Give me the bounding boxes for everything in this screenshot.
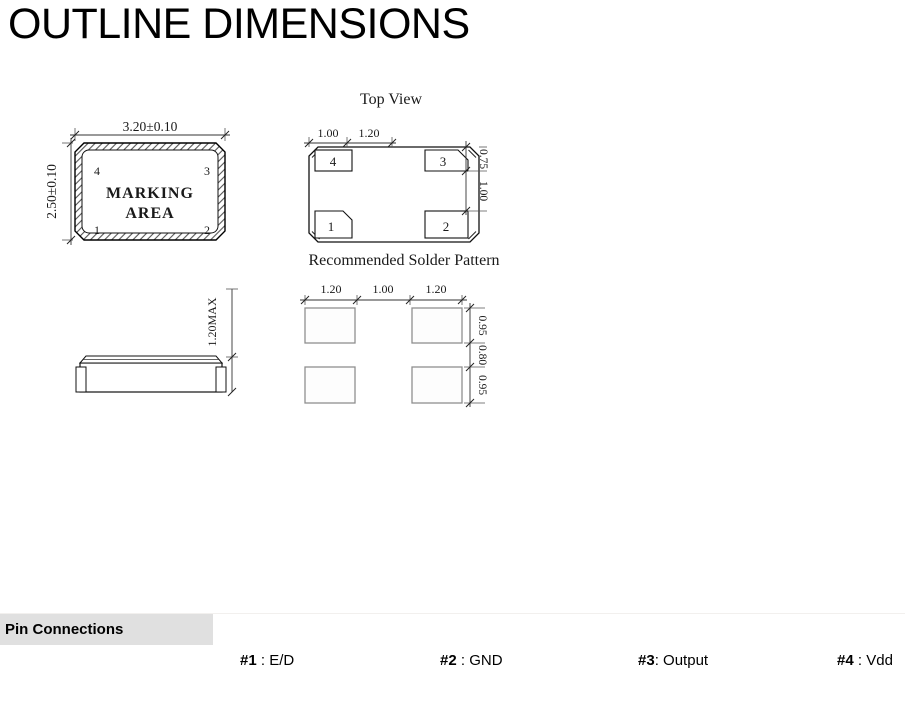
solder-pattern-title: Recommended Solder Pattern <box>308 252 500 269</box>
marking-view-drawing <box>40 110 250 250</box>
marking-area-line1: MARKING <box>106 185 194 202</box>
pin-number-4: 4 <box>94 164 100 178</box>
pin-1-function: E/D <box>269 652 295 669</box>
top-view-pad-3-number: 3 <box>439 154 447 169</box>
page-title: OUTLINE DIMENSIONS <box>8 0 470 48</box>
side-view-left-castellation <box>76 367 86 392</box>
pin-2-id: #2 <box>440 652 457 669</box>
top-view-pad-3 <box>425 150 468 171</box>
dim-max-height: 1.20MAX <box>205 297 219 347</box>
pin-4-id: #4 <box>837 652 854 669</box>
dim-row-gap: 0.80 <box>476 344 488 366</box>
dim-pad-width: 1.00 <box>317 126 339 140</box>
pin-number-1: 1 <box>94 223 100 237</box>
solder-pad-top-right <box>412 308 462 343</box>
marking-area-line2: AREA <box>125 205 175 222</box>
pin-connections-header-cell <box>0 614 213 645</box>
pin-4-function: Vdd <box>866 652 893 669</box>
pin-4-sep: : <box>853 652 867 669</box>
side-view-body <box>80 363 222 392</box>
pin-4-connection <box>812 614 893 707</box>
dim-pad-height: 0.75 <box>477 148 489 170</box>
solder-pad-bottom-right <box>412 367 462 403</box>
pin-1-connection <box>215 614 294 707</box>
pin-2-connection <box>415 614 503 707</box>
pin-3-function: Output <box>663 652 709 669</box>
solder-pad-top-left <box>305 308 355 343</box>
pin-1-sep: : <box>256 652 270 669</box>
top-view-drawing <box>290 85 510 245</box>
dim-left-pad-width: 1.20 <box>320 282 342 296</box>
dim-pad-pitch: 1.20 <box>358 126 380 140</box>
pin-number-2: 2 <box>204 223 210 237</box>
dim-top-pad-height: 0.95 <box>476 315 488 336</box>
dim-package-width: 3.20±0.10 <box>122 119 178 134</box>
pin-number-3: 3 <box>204 164 210 178</box>
pin-2-function: GND <box>469 652 503 669</box>
solder-pattern-drawing <box>290 245 510 415</box>
top-view-title: Top View <box>359 91 423 108</box>
dim-vertical-gap: 1.00 <box>477 180 489 202</box>
pin-3-sep: : <box>654 652 664 669</box>
pin-1-id: #1 <box>240 652 257 669</box>
pin-3-connection <box>613 614 708 707</box>
pin-3-id: #3 <box>638 652 655 669</box>
side-view-drawing <box>60 280 260 400</box>
top-view-pad-2-number: 2 <box>442 219 450 234</box>
pin-2-sep: : <box>456 652 470 669</box>
pin-connections-label: Pin Connections <box>5 621 124 638</box>
dim-bottom-pad-height: 0.95 <box>476 374 488 396</box>
top-view-pad-4-number: 4 <box>329 154 337 169</box>
solder-pad-bottom-left <box>305 367 355 403</box>
dim-center-gap: 1.00 <box>372 282 394 296</box>
side-view-right-castellation <box>216 367 226 392</box>
dim-right-pad-width: 1.20 <box>425 282 447 296</box>
pin-connections-row <box>0 613 905 669</box>
dim-package-height: 2.50±0.10 <box>44 164 59 219</box>
top-view-pad-1-number: 1 <box>327 219 335 234</box>
